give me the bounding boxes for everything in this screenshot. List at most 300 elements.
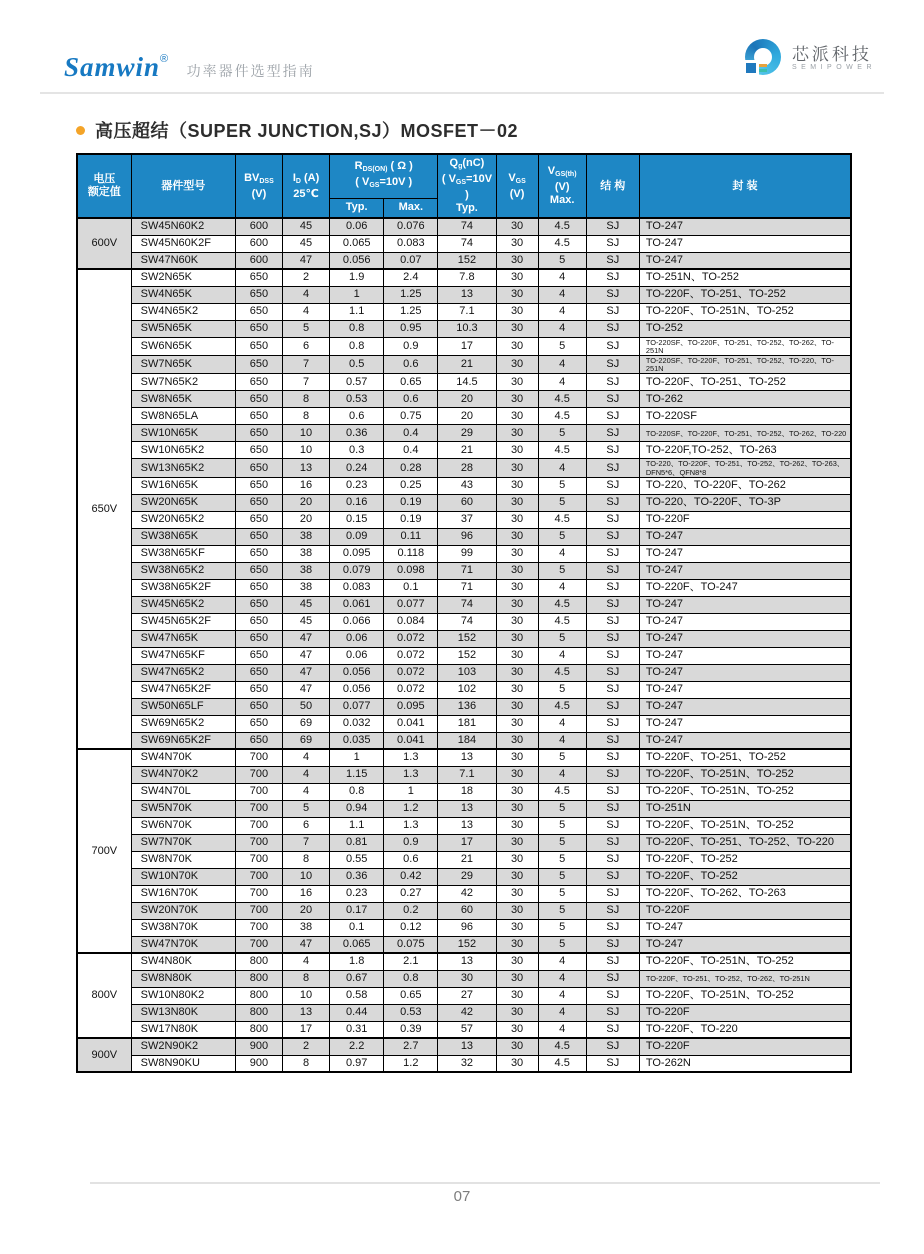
cell-vgsth: 4 (538, 970, 586, 987)
cell-vgs: 30 (496, 919, 538, 936)
cell-rdson-typ: 0.67 (330, 970, 384, 987)
col-header-qg: $Q_g(nC)$ ( $V_{GS}=10V$ ) Typ. (438, 154, 496, 218)
cell-package: TO-247 (639, 528, 851, 545)
cell-package: TO-247 (639, 936, 851, 953)
cell-rdson-typ: 1.8 (330, 953, 384, 970)
cell-id: 10 (283, 442, 330, 459)
cell-vgs: 30 (496, 442, 538, 459)
cell-vgsth: 5 (538, 749, 586, 766)
cell-package: TO-247 (639, 630, 851, 647)
cell-bvdss: 650 (235, 732, 282, 749)
cell-bvdss: 800 (235, 1004, 282, 1021)
table-row (77, 953, 851, 970)
cell-structure: SJ (586, 766, 639, 783)
cell-structure: SJ (586, 868, 639, 885)
col-header-voltage: 电压 额定值 (77, 154, 131, 218)
cell-rdson-typ: 0.58 (330, 987, 384, 1004)
cell-rdson-max: 0.07 (384, 252, 438, 269)
cell-rdson-max: 0.098 (384, 562, 438, 579)
cell-qg: 29 (438, 425, 496, 442)
cell-part-number: SW20N65K (131, 494, 235, 511)
cell-bvdss: 650 (235, 596, 282, 613)
cell-vgsth: 4 (538, 374, 586, 391)
table-body (77, 218, 851, 1072)
cell-id: 38 (283, 545, 330, 562)
cell-id: 7 (283, 834, 330, 851)
cell-vgsth: 4 (538, 1004, 586, 1021)
cell-package: TO-262 (639, 391, 851, 408)
cell-qg: 74 (438, 235, 496, 252)
cell-vgs: 30 (496, 374, 538, 391)
cell-vgsth: 4.5 (538, 1038, 586, 1055)
cell-package: TO-220F、TO-251、TO-252 (639, 749, 851, 766)
cell-structure: SJ (586, 459, 639, 477)
cell-rdson-typ: 0.077 (330, 698, 384, 715)
cell-rdson-max: 0.12 (384, 919, 438, 936)
cell-package: TO-220F、TO-251、TO-252 (639, 286, 851, 303)
cell-rdson-typ: 0.53 (330, 391, 384, 408)
cell-vgsth: 5 (538, 425, 586, 442)
cell-part-number: SW45N60K2F (131, 235, 235, 252)
cell-rdson-typ: 0.57 (330, 374, 384, 391)
cell-package: TO-247 (639, 715, 851, 732)
cell-vgsth: 4.5 (538, 698, 586, 715)
table-row (77, 868, 851, 885)
cell-part-number: SW7N65K (131, 355, 235, 373)
cell-vgsth: 4.5 (538, 664, 586, 681)
cell-part-number: SW38N70K (131, 919, 235, 936)
cell-qg: 7.8 (438, 269, 496, 286)
cell-vgsth: 5 (538, 528, 586, 545)
cell-id: 47 (283, 630, 330, 647)
cell-package: TO-220F、TO-251N、TO-252 (639, 783, 851, 800)
cell-structure: SJ (586, 715, 639, 732)
cell-part-number: SW38N65K (131, 528, 235, 545)
cell-vgsth: 4 (538, 355, 586, 373)
cell-rdson-max: 0.8 (384, 970, 438, 987)
cell-id: 45 (283, 218, 330, 235)
cell-part-number: SW38N65K2 (131, 562, 235, 579)
cell-vgs: 30 (496, 851, 538, 868)
cell-package: TO-220F、TO-251N、TO-252 (639, 303, 851, 320)
cell-vgsth: 5 (538, 494, 586, 511)
cell-id: 45 (283, 613, 330, 630)
cell-structure: SJ (586, 391, 639, 408)
cell-package: TO-247 (639, 681, 851, 698)
cell-structure: SJ (586, 408, 639, 425)
cell-rdson-typ: 0.15 (330, 511, 384, 528)
cell-bvdss: 650 (235, 442, 282, 459)
parts-table (76, 153, 852, 1073)
cell-structure: SJ (586, 630, 639, 647)
cell-vgs: 30 (496, 459, 538, 477)
cell-qg: 74 (438, 613, 496, 630)
cell-id: 8 (283, 970, 330, 987)
cell-qg: 60 (438, 494, 496, 511)
cell-rdson-typ: 0.06 (330, 647, 384, 664)
cell-qg: 74 (438, 596, 496, 613)
cell-qg: 21 (438, 355, 496, 373)
cell-structure: SJ (586, 286, 639, 303)
cell-vgsth: 4 (538, 269, 586, 286)
col-header-bvdss: $BV_{DSS}$ (V) (235, 154, 282, 218)
cell-bvdss: 700 (235, 885, 282, 902)
cell-vgs: 30 (496, 286, 538, 303)
cell-bvdss: 700 (235, 902, 282, 919)
table-row (77, 698, 851, 715)
cell-rdson-max: 1.3 (384, 817, 438, 834)
table-row (77, 320, 851, 337)
table-row (77, 766, 851, 783)
col-subheader-max: Max. (384, 198, 438, 218)
cell-part-number: SW6N70K (131, 817, 235, 834)
cell-part-number: SW8N80K (131, 970, 235, 987)
table-row (77, 681, 851, 698)
cell-package: TO-262N (639, 1055, 851, 1072)
cell-part-number: SW4N65K (131, 286, 235, 303)
cell-vgsth: 4 (538, 953, 586, 970)
cell-rdson-typ: 0.24 (330, 459, 384, 477)
cell-qg: 27 (438, 987, 496, 1004)
cell-rdson-max: 0.077 (384, 596, 438, 613)
cell-bvdss: 800 (235, 987, 282, 1004)
table-row (77, 494, 851, 511)
cell-part-number: SW7N65K2 (131, 374, 235, 391)
cell-rdson-typ: 2.2 (330, 1038, 384, 1055)
table-row (77, 613, 851, 630)
cell-structure: SJ (586, 355, 639, 373)
table-row (77, 1055, 851, 1072)
cell-structure: SJ (586, 511, 639, 528)
table-row (77, 218, 851, 235)
cell-qg: 42 (438, 1004, 496, 1021)
cell-part-number: SW69N65K2 (131, 715, 235, 732)
cell-vgs: 30 (496, 868, 538, 885)
cell-package: TO-220F、TO-251N、TO-252 (639, 817, 851, 834)
footer-divider (90, 1182, 880, 1184)
voltage-group-label: 700V (77, 749, 131, 953)
cell-part-number: SW20N70K (131, 902, 235, 919)
cell-vgs: 30 (496, 1004, 538, 1021)
cell-rdson-typ: 0.8 (330, 320, 384, 337)
col-header-structure: 结 构 (586, 154, 639, 218)
cell-vgsth: 4 (538, 545, 586, 562)
cell-package: TO-220F (639, 1038, 851, 1055)
cell-vgsth: 4.5 (538, 408, 586, 425)
cell-id: 4 (283, 749, 330, 766)
cell-qg: 13 (438, 286, 496, 303)
cell-bvdss: 650 (235, 269, 282, 286)
cell-structure: SJ (586, 749, 639, 766)
cell-id: 4 (283, 766, 330, 783)
cell-qg: 13 (438, 953, 496, 970)
table-row (77, 562, 851, 579)
cell-vgsth: 4 (538, 1021, 586, 1038)
col-header-package: 封 装 (639, 154, 851, 218)
table-row (77, 425, 851, 442)
table-row (77, 800, 851, 817)
cell-qg: 13 (438, 817, 496, 834)
cell-qg: 60 (438, 902, 496, 919)
cell-package: TO-220SF、TO-220F、TO-251、TO-252、TO-262、TO-220 (639, 425, 851, 442)
cell-vgsth: 4.5 (538, 235, 586, 252)
cell-part-number: SW4N80K (131, 953, 235, 970)
cell-id: 50 (283, 698, 330, 715)
cell-package: TO-220F、TO-251N、TO-252 (639, 766, 851, 783)
cell-qg: 71 (438, 579, 496, 596)
cell-rdson-max: 1.3 (384, 766, 438, 783)
cell-vgs: 30 (496, 749, 538, 766)
cell-qg: 99 (438, 545, 496, 562)
cell-vgsth: 4.5 (538, 511, 586, 528)
cell-rdson-max: 1.25 (384, 303, 438, 320)
cell-qg: 42 (438, 885, 496, 902)
cell-qg: 184 (438, 732, 496, 749)
cell-id: 4 (283, 286, 330, 303)
cell-id: 2 (283, 269, 330, 286)
cell-qg: 96 (438, 919, 496, 936)
cell-structure: SJ (586, 800, 639, 817)
cell-bvdss: 600 (235, 235, 282, 252)
cell-package: TO-220F、TO-262、TO-263 (639, 885, 851, 902)
cell-part-number: SW5N70K (131, 800, 235, 817)
cell-vgsth: 5 (538, 902, 586, 919)
cell-rdson-typ: 0.8 (330, 783, 384, 800)
cell-id: 13 (283, 1004, 330, 1021)
cell-id: 47 (283, 647, 330, 664)
table-row (77, 391, 851, 408)
cell-structure: SJ (586, 885, 639, 902)
cell-structure: SJ (586, 252, 639, 269)
col-header-rdson: $R_{DS(ON)}$ ( Ω ) ( $V_{GS}=10V$ ) (330, 154, 438, 198)
cell-part-number: SW47N65K2F (131, 681, 235, 698)
cell-vgsth: 4 (538, 987, 586, 1004)
cell-id: 38 (283, 528, 330, 545)
cell-rdson-typ: 0.36 (330, 425, 384, 442)
cell-rdson-typ: 0.065 (330, 936, 384, 953)
cell-part-number: SW10N80K2 (131, 987, 235, 1004)
cell-bvdss: 650 (235, 698, 282, 715)
col-header-id: $I_D$ (A) 25℃ (283, 154, 330, 218)
cell-id: 7 (283, 355, 330, 373)
cell-vgsth: 4 (538, 303, 586, 320)
table-row (77, 1038, 851, 1055)
cell-package: TO-251N、TO-252 (639, 269, 851, 286)
cell-id: 8 (283, 391, 330, 408)
cell-rdson-max: 0.041 (384, 732, 438, 749)
cell-vgsth: 4 (538, 459, 586, 477)
cell-vgsth: 4 (538, 579, 586, 596)
cell-rdson-typ: 0.056 (330, 664, 384, 681)
cell-rdson-max: 0.25 (384, 477, 438, 494)
cell-id: 20 (283, 902, 330, 919)
table-row (77, 851, 851, 868)
col-header-vgs: $V_{GS}$ (V) (496, 154, 538, 218)
cell-part-number: SW50N65LF (131, 698, 235, 715)
cell-id: 47 (283, 252, 330, 269)
cell-id: 45 (283, 235, 330, 252)
cell-part-number: SW13N80K (131, 1004, 235, 1021)
cell-qg: 96 (438, 528, 496, 545)
cell-vgs: 30 (496, 834, 538, 851)
cell-structure: SJ (586, 834, 639, 851)
table-row (77, 834, 851, 851)
cell-rdson-typ: 1.1 (330, 817, 384, 834)
cell-package: TO-220F,TO-252、TO-263 (639, 442, 851, 459)
table-row (77, 511, 851, 528)
cell-structure: SJ (586, 269, 639, 286)
cell-vgs: 30 (496, 494, 538, 511)
cell-rdson-max: 0.076 (384, 218, 438, 235)
cell-structure: SJ (586, 320, 639, 337)
cell-rdson-max: 0.072 (384, 647, 438, 664)
cell-rdson-typ: 1 (330, 286, 384, 303)
cell-vgsth: 5 (538, 252, 586, 269)
cell-rdson-typ: 0.066 (330, 613, 384, 630)
cell-bvdss: 650 (235, 664, 282, 681)
voltage-group-label: 900V (77, 1038, 131, 1072)
cell-rdson-typ: 0.3 (330, 442, 384, 459)
cell-part-number: SW8N70K (131, 851, 235, 868)
cell-part-number: SW16N70K (131, 885, 235, 902)
cell-rdson-max: 0.65 (384, 374, 438, 391)
cell-vgs: 30 (496, 337, 538, 355)
cell-rdson-max: 2.1 (384, 953, 438, 970)
cell-rdson-typ: 0.6 (330, 408, 384, 425)
cell-vgs: 30 (496, 511, 538, 528)
cell-rdson-typ: 0.09 (330, 528, 384, 545)
cell-bvdss: 700 (235, 800, 282, 817)
cell-vgs: 30 (496, 732, 538, 749)
cell-rdson-max: 0.2 (384, 902, 438, 919)
cell-rdson-max: 0.6 (384, 851, 438, 868)
cell-bvdss: 600 (235, 218, 282, 235)
cell-vgs: 30 (496, 681, 538, 698)
cell-package: TO-220F、TO-247 (639, 579, 851, 596)
cell-vgs: 30 (496, 528, 538, 545)
voltage-group-label: 600V (77, 218, 131, 269)
cell-bvdss: 900 (235, 1055, 282, 1072)
cell-qg: 28 (438, 459, 496, 477)
cell-vgs: 30 (496, 1038, 538, 1055)
cell-vgsth: 4.5 (538, 613, 586, 630)
cell-rdson-max: 2.7 (384, 1038, 438, 1055)
cell-vgs: 30 (496, 320, 538, 337)
table-row (77, 477, 851, 494)
cell-id: 20 (283, 494, 330, 511)
cell-part-number: SW16N65K (131, 477, 235, 494)
cell-package: TO-247 (639, 562, 851, 579)
table-row (77, 1004, 851, 1021)
cell-vgsth: 5 (538, 800, 586, 817)
cell-package: TO-247 (639, 919, 851, 936)
table-row (77, 545, 851, 562)
cell-qg: 20 (438, 391, 496, 408)
cell-rdson-max: 0.39 (384, 1021, 438, 1038)
cell-rdson-typ: 1 (330, 749, 384, 766)
cell-bvdss: 650 (235, 408, 282, 425)
cell-package: TO-220F (639, 1004, 851, 1021)
cell-rdson-max: 0.084 (384, 613, 438, 630)
cell-rdson-typ: 0.032 (330, 715, 384, 732)
cell-rdson-max: 1.3 (384, 749, 438, 766)
cell-package: TO-220、TO-220F、TO-251、TO-252、TO-262、TO-263、DFN5*6、QFN8*8 (639, 459, 851, 477)
cell-qg: 181 (438, 715, 496, 732)
cell-package: TO-247 (639, 613, 851, 630)
cell-rdson-max: 0.6 (384, 355, 438, 373)
cell-part-number: SW47N65KF (131, 647, 235, 664)
cell-package: TO-251N (639, 800, 851, 817)
cell-structure: SJ (586, 528, 639, 545)
cell-structure: SJ (586, 664, 639, 681)
cell-rdson-typ: 0.1 (330, 919, 384, 936)
cell-rdson-typ: 0.083 (330, 579, 384, 596)
cell-id: 47 (283, 681, 330, 698)
cell-bvdss: 700 (235, 834, 282, 851)
cell-vgs: 30 (496, 698, 538, 715)
section-title (76, 117, 518, 143)
cell-qg: 71 (438, 562, 496, 579)
cell-qg: 21 (438, 442, 496, 459)
cell-vgs: 30 (496, 408, 538, 425)
cell-structure: SJ (586, 613, 639, 630)
cell-rdson-max: 0.65 (384, 987, 438, 1004)
cell-structure: SJ (586, 442, 639, 459)
cell-bvdss: 650 (235, 477, 282, 494)
cell-vgsth: 4 (538, 715, 586, 732)
cell-bvdss: 700 (235, 851, 282, 868)
cell-structure: SJ (586, 303, 639, 320)
cell-qg: 152 (438, 252, 496, 269)
cell-vgs: 30 (496, 953, 538, 970)
cell-structure: SJ (586, 596, 639, 613)
cell-qg: 10.3 (438, 320, 496, 337)
cell-structure: SJ (586, 987, 639, 1004)
cell-vgs: 30 (496, 545, 538, 562)
cell-structure: SJ (586, 1038, 639, 1055)
cell-rdson-typ: 0.095 (330, 545, 384, 562)
cell-qg: 152 (438, 936, 496, 953)
cell-vgs: 30 (496, 970, 538, 987)
cell-package: TO-247 (639, 235, 851, 252)
cell-qg: 7.1 (438, 766, 496, 783)
cell-vgs: 30 (496, 562, 538, 579)
cell-package: TO-220F、TO-251N、TO-252 (639, 953, 851, 970)
table-row (77, 902, 851, 919)
cell-structure: SJ (586, 562, 639, 579)
cell-vgsth: 5 (538, 337, 586, 355)
cell-vgs: 30 (496, 664, 538, 681)
cell-vgsth: 4.5 (538, 218, 586, 235)
cell-rdson-typ: 0.94 (330, 800, 384, 817)
cell-part-number: SW38N65KF (131, 545, 235, 562)
cell-part-number: SW13N65K2 (131, 459, 235, 477)
table-row (77, 596, 851, 613)
cell-vgsth: 4 (538, 732, 586, 749)
cell-vgsth: 5 (538, 477, 586, 494)
cell-part-number: SW45N65K2 (131, 596, 235, 613)
cell-qg: 13 (438, 1038, 496, 1055)
cell-rdson-max: 1 (384, 783, 438, 800)
cell-structure: SJ (586, 647, 639, 664)
cell-vgs: 30 (496, 647, 538, 664)
cell-package: TO-220、TO-220F、TO-3P (639, 494, 851, 511)
cell-package: TO-220F (639, 511, 851, 528)
cell-rdson-typ: 0.16 (330, 494, 384, 511)
registered-mark-icon: ® (160, 53, 169, 65)
cell-rdson-max: 0.53 (384, 1004, 438, 1021)
cell-package: TO-220F、TO-220 (639, 1021, 851, 1038)
